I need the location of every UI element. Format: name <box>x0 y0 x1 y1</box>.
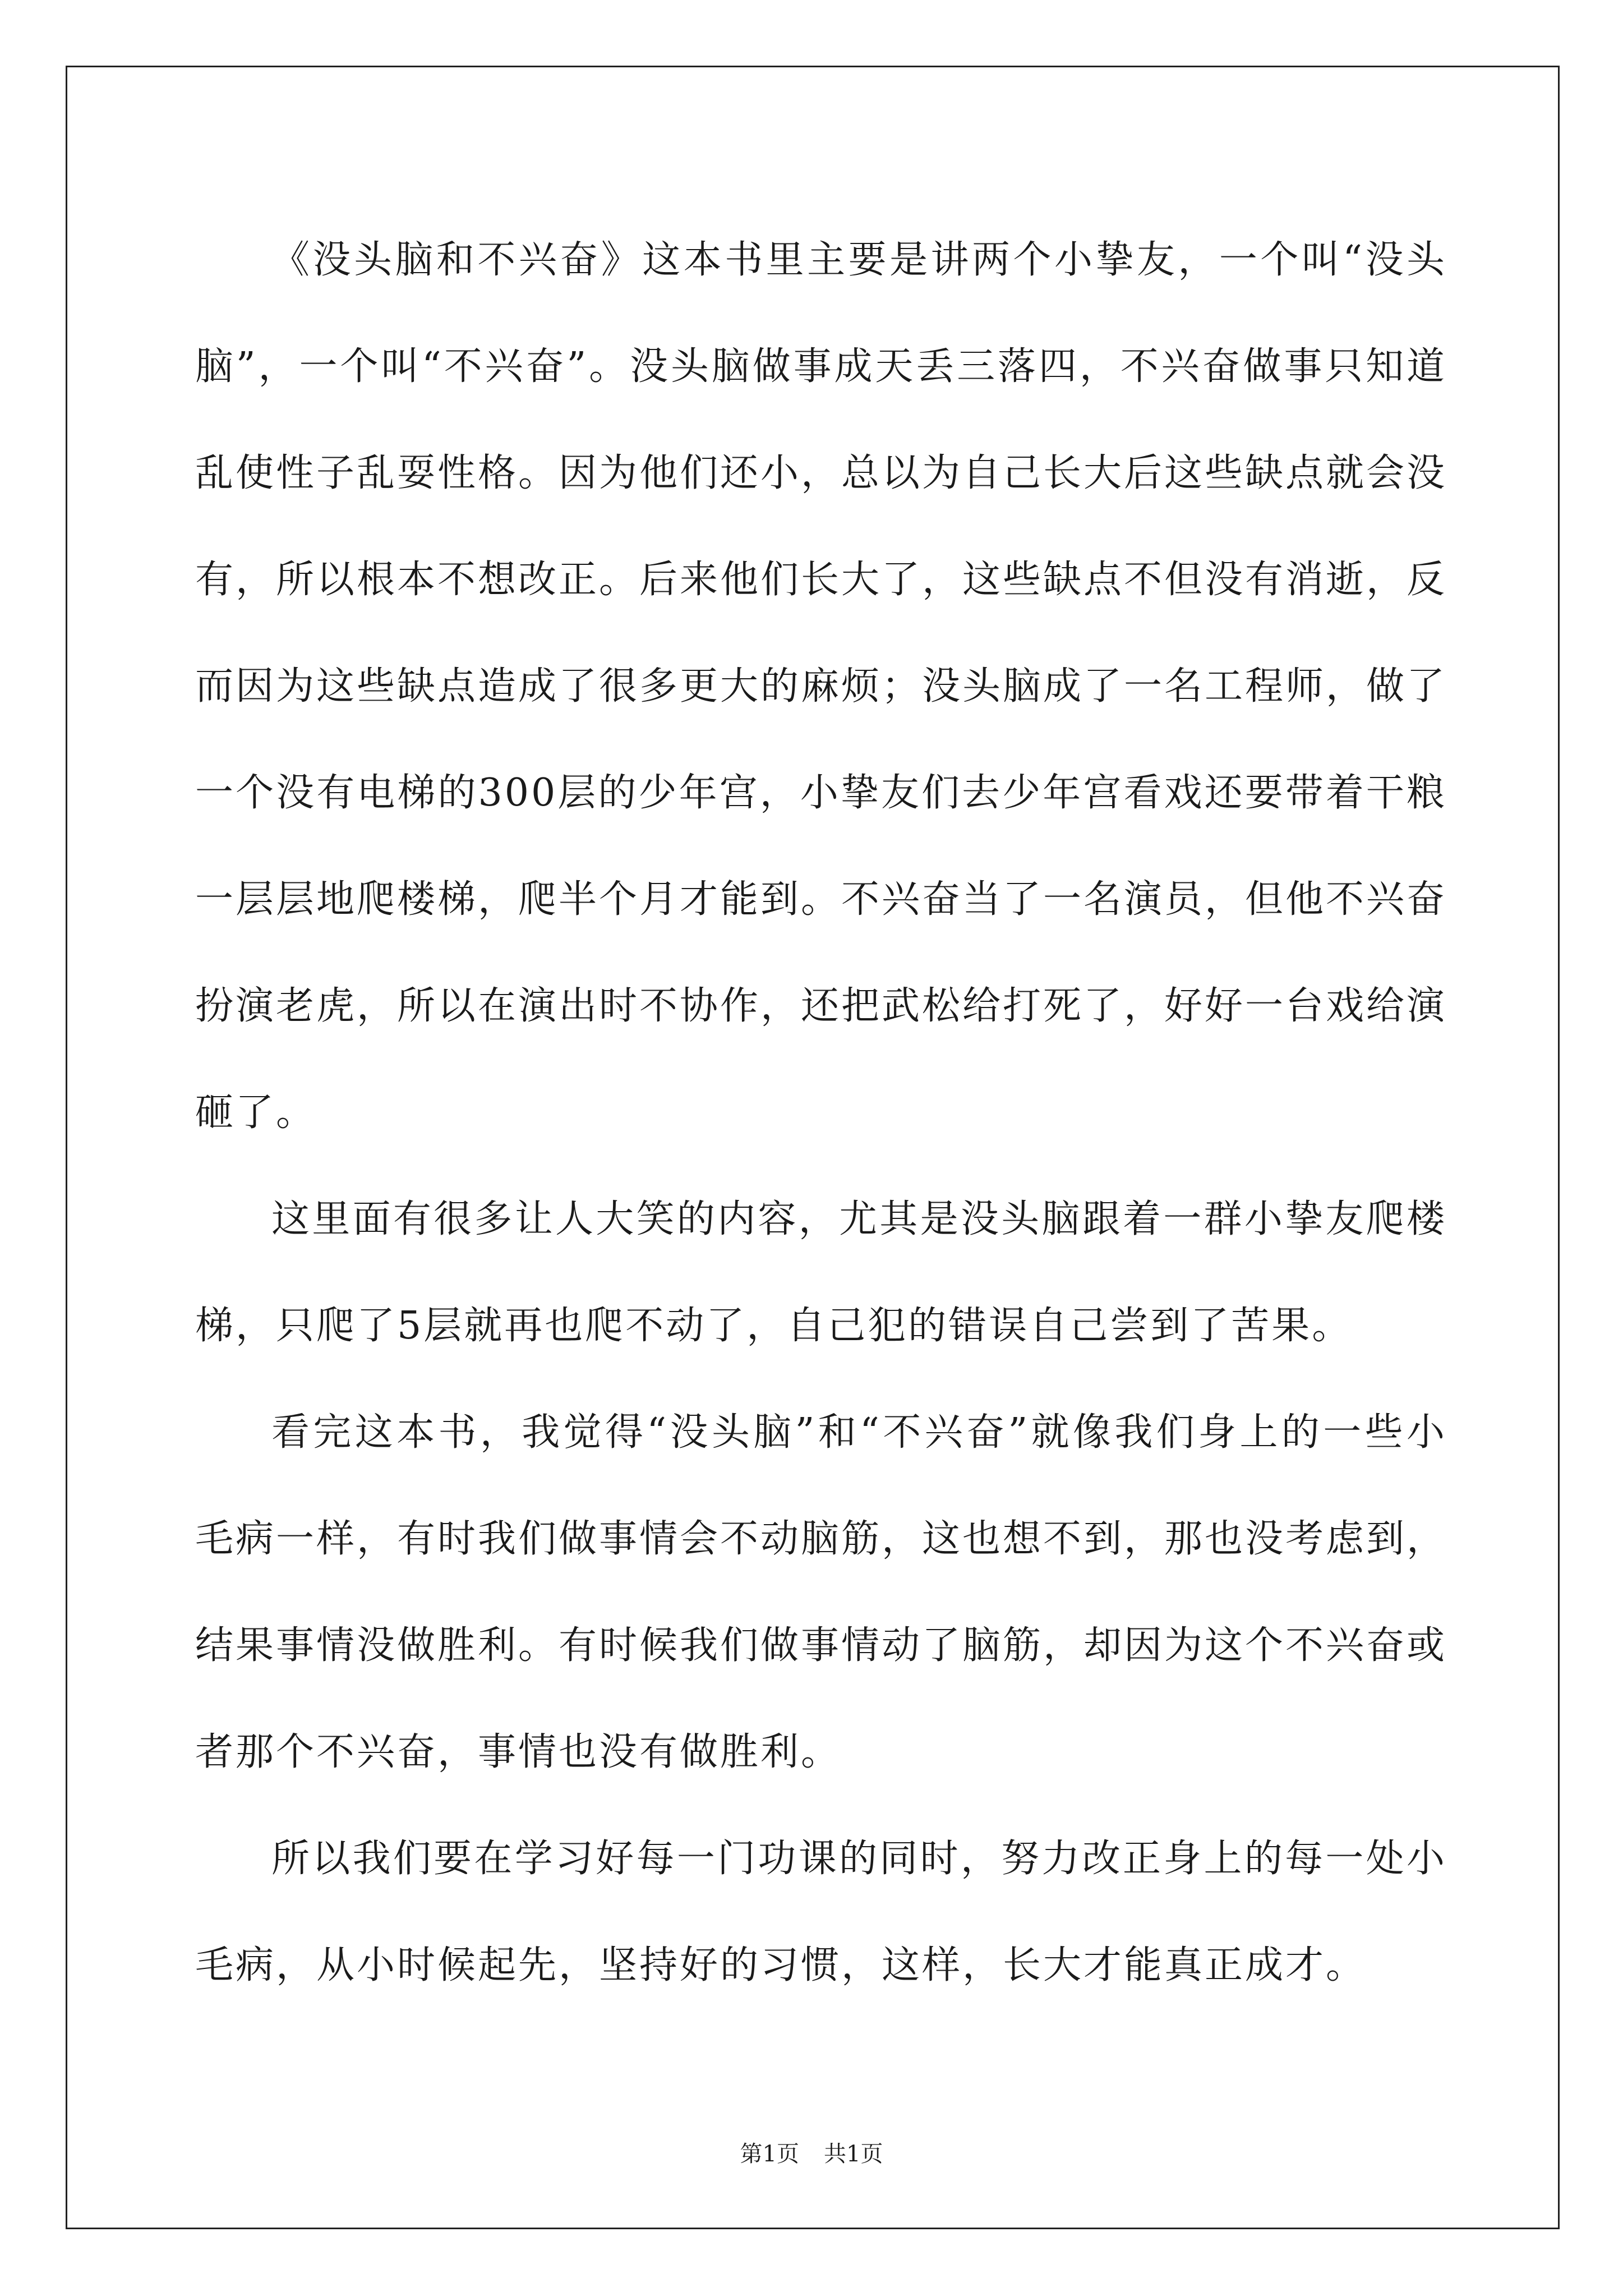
document-body <box>195 207 1447 2019</box>
paragraph: 所以我们要在学习好每一门功课的同时，努力改正身上的每一处小毛病，从小时候起先，坚持好的习惯，这样，长大才能真正成才。 <box>195 1837 1447 1987</box>
page-number: 第1页 <box>740 2141 799 2167</box>
paragraph: 这里面有很多让人大笑的内容，尤其是没头脑跟着一群小挚友爬楼梯，只爬了5层就再也爬不动了，自己犯的错误自己尝到了苦果。 <box>195 1197 1447 1348</box>
paragraph: 《没头脑和不兴奋》这本书里主要是讲两个小挚友，一个叫“没头脑”，一个叫“不兴奋”。没头脑做事成天丢三落四，不兴奋做事只知道乱使性子乱耍性格。因为他们还小，总以为自己长大后这些缺点就会没有，所以根本不想改正。后来他们长大了，这些缺点不但没有消逝，反而因为这些缺点造成了很多更大的麻烦；没头脑成了一名工程师，做了一个没有电梯的300层的少年宫，小挚友们去少年宫看戏还要带着干粮一层层地爬楼梯，爬半个月才能到。不兴奋当了一名演员，但他不兴奋扮演老虎，所以在演出时不协作，还把武松给打死了，好好一台戏给演砸了。 <box>195 238 1447 1135</box>
page-footer <box>0 2136 1623 2168</box>
paragraph: 看完这本书，我觉得“没头脑”和“不兴奋”就像我们身上的一些小毛病一样，有时我们做事情会不动脑筋，这也想不到，那也没考虑到，结果事情没做胜利。有时候我们做事情动了脑筋，却因为这个不兴奋或者那个不兴奋，事情也没有做胜利。 <box>195 1410 1447 1774</box>
page-total: 共1页 <box>824 2141 883 2167</box>
